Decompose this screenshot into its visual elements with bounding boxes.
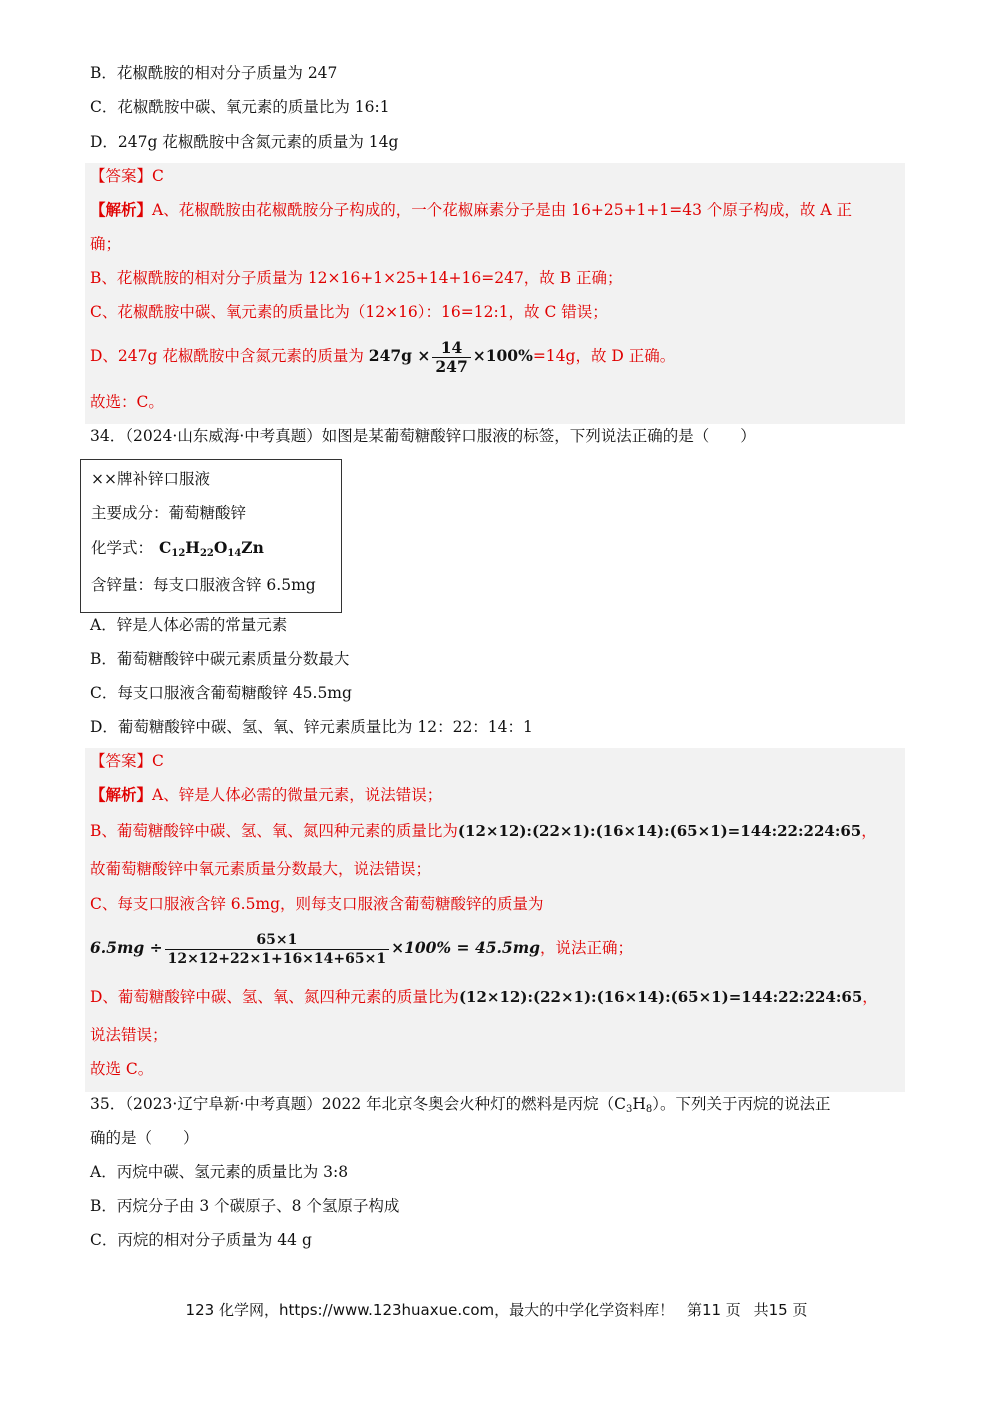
analysis-text: =14g，故 D 正确。: [532, 347, 676, 365]
q34-analysis-line7: 说法错误；: [90, 1026, 168, 1044]
formula-part: C: [159, 538, 172, 557]
q35-option-b: B．丙烷分子由 3 个碳原子、8 个氢原子构成: [90, 1197, 400, 1215]
label-formula: [91, 536, 264, 559]
q33-option-c: C．花椒酰胺中碳、氧元素的质量比为 16:1: [90, 98, 390, 116]
fraction-numerator: 65×1: [165, 931, 390, 950]
q34-analysis-line4: C、每支口服液含锌 6.5mg，则每支口服液含葡萄糖酸锌的质量为: [90, 895, 544, 913]
answer-value: C: [152, 167, 164, 185]
math-expr: ×100% = 45.5mg: [391, 938, 540, 957]
stem-text: ）。下列关于丙烷的说法正: [652, 1095, 831, 1113]
footer-page-number: 第11 页: [686, 1301, 741, 1319]
q34-analysis-line6: [90, 986, 878, 1008]
fraction-numerator: 14: [432, 339, 470, 358]
math-expr: (12×12):(22×1):(16×14):(65×1)=144:22:224:65: [458, 988, 863, 1006]
q33-analysis-line1: [90, 199, 852, 221]
analysis-text: D、葡萄糖酸锌中碳、氢、氧、氮四种元素的质量比为: [90, 988, 459, 1006]
footer-total-pages: 共15 页: [753, 1301, 808, 1319]
q34-analysis-line1: [90, 784, 442, 806]
formula-part: O: [213, 538, 228, 557]
label-title: ××牌补锌口服液: [91, 470, 210, 488]
q33-analysis-line2: B、花椒酰胺的相对分子质量为 12×16+1×25+14+16=247，故 B 正确；: [90, 269, 623, 287]
formula-subscript: 14: [227, 548, 242, 559]
answer-value: C: [152, 752, 164, 770]
q33-answer-line: [90, 165, 164, 187]
fraction: [165, 931, 390, 968]
q34-analysis-line2: [90, 820, 877, 842]
answer-tag: 【答案】: [90, 167, 153, 185]
formula-subscript: 12: [171, 548, 186, 559]
product-label-box: [80, 459, 342, 613]
analysis-text: B、葡萄糖酸锌中碳、氢、氧、氮四种元素的质量比为: [90, 822, 458, 840]
q34-analysis-line3: 故葡萄糖酸锌中氧元素质量分数最大，说法错误；: [90, 860, 432, 878]
q33-option-b: B．花椒酰胺的相对分子质量为 247: [90, 64, 338, 82]
analysis-text: ，说法正确；: [539, 939, 633, 957]
analysis-tag: 【解析】: [90, 200, 153, 219]
q35-stem-line1: [90, 1093, 831, 1121]
q33-analysis-line3: C、花椒酰胺中碳、氧元素的质量比为（12×16）：16=12:1，故 C 错误；: [90, 303, 608, 321]
formula-subscript: 8: [645, 1104, 653, 1115]
label-zinc-content: 含锌量：每支口服液含锌 6.5mg: [91, 576, 316, 594]
math-expr: 247g ×: [368, 346, 431, 365]
formula-part: Zn: [241, 538, 264, 557]
q34-option-d: D．葡萄糖酸锌中碳、氢、氧、锌元素质量比为 12：22：14：1: [90, 718, 533, 736]
formula-subscript: 3: [626, 1104, 633, 1115]
answer-tag: 【答案】: [90, 752, 153, 770]
q33-option-d: D．247g 花椒酰胺中含氮元素的质量为 14g: [90, 133, 399, 151]
stem-text: 35．（2023·辽宁阜新·中考真题）2022 年北京冬奥会火种灯的燃料是丙烷（C: [90, 1095, 627, 1113]
analysis-text: D、247g 花椒酰胺中含氮元素的质量为: [90, 347, 369, 365]
math-expr: ×100%: [472, 346, 533, 365]
chemical-formula: [159, 538, 264, 557]
analysis-text: A、锌是人体必需的微量元素，说法错误；: [152, 786, 443, 804]
q35-option-c: C．丙烷的相对分子质量为 44 g: [90, 1231, 312, 1249]
q34-option-c: C．每支口服液含葡萄糖酸锌 45.5mg: [90, 684, 352, 702]
formula-label: 化学式：: [91, 539, 154, 557]
math-expr: 6.5mg ÷: [90, 938, 163, 957]
q34-stem: 34．（2024·山东威海·中考真题）如图是某葡萄糖酸锌口服液的标签，下列说法正确的是（ ）: [90, 427, 756, 445]
analysis-tag: 【解析】: [90, 785, 153, 804]
fraction-denominator: 12×12+22×1+16×14+65×1: [167, 950, 387, 967]
analysis-text: ，: [861, 822, 877, 840]
q34-analysis-line8: 故选 C。: [90, 1060, 154, 1078]
q33-analysis-line4: [90, 336, 675, 376]
q34-option-a: A．锌是人体必需的常量元素: [90, 616, 288, 634]
math-expr: (12×12):(22×1):(16×14):(65×1)=144:22:224:65: [457, 822, 862, 840]
q33-analysis-line5: 故选：C。: [90, 393, 164, 411]
page-footer: [0, 1299, 993, 1320]
q34-analysis-line5: [90, 928, 633, 968]
q34-answer-line: [90, 750, 164, 772]
fraction-denominator: 247: [435, 356, 468, 376]
footer-site: 123 化学网，https://www.123huaxue.com，最大的中学化学资料库！: [185, 1301, 675, 1319]
q33-analysis-line1b: 确；: [90, 235, 122, 253]
q35-stem-line2: 确的是（ ）: [90, 1129, 199, 1147]
formula-part: H: [185, 538, 200, 557]
label-ingredient: 主要成分：葡萄糖酸锌: [91, 504, 247, 522]
formula-part: H: [632, 1095, 646, 1113]
q34-option-b: B．葡萄糖酸锌中碳元素质量分数最大: [90, 650, 350, 668]
formula-subscript: 22: [199, 548, 214, 559]
analysis-text: ，: [862, 988, 878, 1006]
analysis-text: A、花椒酰胺由花椒酰胺分子构成的，一个花椒麻素分子是由 16+25+1+1=43 个原子构成，故 A 正: [152, 201, 852, 219]
q35-option-a: A．丙烷中碳、氢元素的质量比为 3:8: [90, 1163, 349, 1181]
fraction: [432, 339, 470, 376]
